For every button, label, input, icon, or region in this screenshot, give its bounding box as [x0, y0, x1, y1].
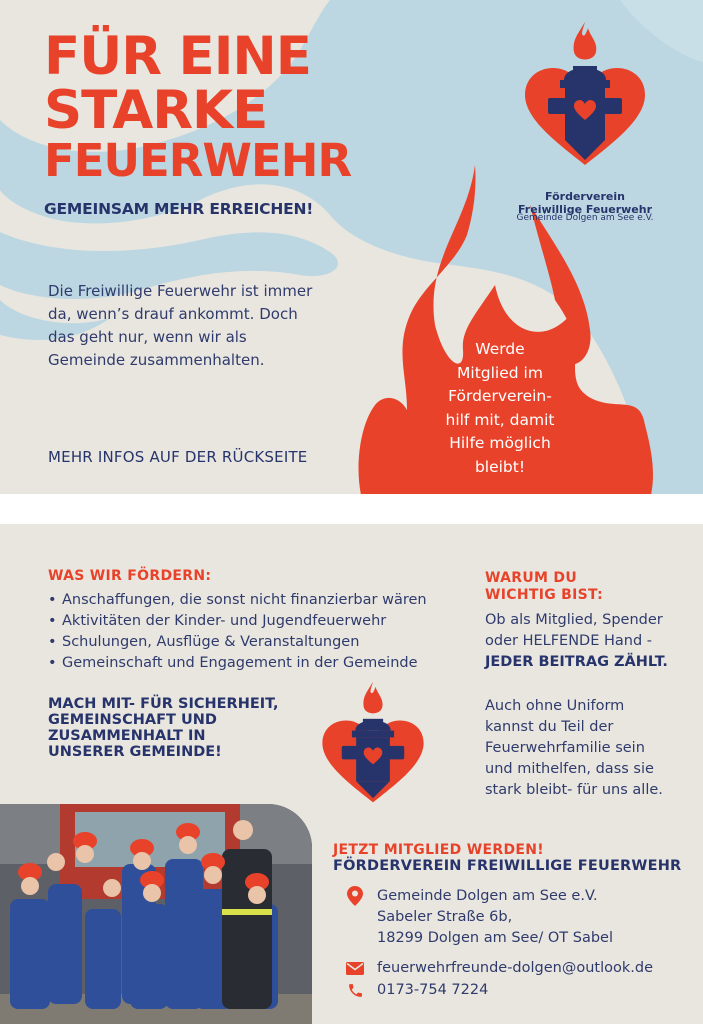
- phone-row[interactable]: [345, 980, 488, 1001]
- email-link[interactable]: feuerwehrfreunde-dolgen@outlook.de: [377, 960, 654, 976]
- address-line: 18299 Dolgen am See/ OT Sabel: [377, 930, 614, 946]
- why-text-line: Feuerwehrfamilie sein: [485, 740, 645, 756]
- why-text-line: stark bleibt- für uns alle.: [485, 782, 663, 798]
- join-title: JETZT MITGLIED WERDEN!: [333, 842, 544, 858]
- headline-line-2: STARKE: [44, 80, 268, 141]
- foerdern-list: [48, 590, 448, 674]
- foerdern-title: WAS WIR FÖRDERN:: [48, 568, 212, 584]
- hydrant-heart-flame-icon: [520, 20, 650, 180]
- headline-line-1: FÜR EINE: [44, 26, 311, 87]
- location-pin-icon: [345, 886, 365, 906]
- hydrant-heart-flame-icon: [318, 680, 428, 815]
- flame-callout: [425, 338, 575, 479]
- why-text-line: oder HELFENDE Hand -: [485, 633, 653, 649]
- more-info-text: MEHR INFOS AUF DER RÜCKSEITE: [48, 448, 308, 466]
- intro-text: [48, 280, 338, 372]
- why-text-line: Auch ohne Uniform: [485, 698, 625, 714]
- why-title-line: WARUM DU: [485, 570, 577, 586]
- subline: GEMEINSAM MEHR ERREICHEN!: [44, 200, 314, 218]
- address-line: Sabeler Straße 6b,: [377, 909, 513, 925]
- why-text-2: [485, 696, 675, 801]
- flame-callout-line: Mitglied im: [457, 363, 543, 382]
- address-line: Gemeinde Dolgen am See e.V.: [377, 888, 598, 904]
- why-text-line: und mithelfen, dass sie: [485, 761, 654, 777]
- intro-line: da, wenn’s drauf ankommt. Doch: [48, 305, 298, 323]
- join-org: FÖRDERVEREIN FREIWILLIGE FEUERWEHR: [333, 858, 682, 874]
- flame-callout-line: hilf mit, damit: [445, 410, 555, 429]
- org-subtitle: Gemeinde Dolgen am See e.V.: [516, 213, 654, 223]
- machmit-line: GEMEINSCHAFT UND: [48, 712, 217, 728]
- list-item: • Anschaffungen, die sonst nicht finanzierbar wären: [48, 590, 448, 611]
- group-photo-illustration: [0, 804, 312, 1024]
- phone-icon: [345, 980, 365, 999]
- email-row[interactable]: [345, 958, 653, 979]
- phone-link[interactable]: 0173-754 7224: [377, 982, 489, 998]
- address-block: [345, 886, 613, 949]
- flyer-front: [0, 0, 703, 494]
- address-text: [377, 886, 613, 949]
- envelope-icon: [345, 958, 365, 975]
- intro-line: das geht nur, wenn wir als: [48, 328, 247, 346]
- headline-line-3: FEUERWEHR: [44, 134, 352, 187]
- intro-line: Gemeinde zusammenhalten.: [48, 351, 265, 369]
- machmit-line: MACH MIT- FÜR SICHERHEIT,: [48, 696, 279, 712]
- group-photo: [0, 804, 312, 1024]
- why-title: [485, 570, 655, 604]
- flame-callout-line: Hilfe möglich: [449, 434, 551, 452]
- list-item: • Gemeinschaft und Engagement in der Gemeinde: [48, 653, 448, 674]
- why-title-line: WICHTIG BIST:: [485, 587, 604, 603]
- flame-callout-line: Werde: [475, 340, 525, 358]
- intro-line: Die Freiwillige Feuerwehr ist immer: [48, 282, 313, 300]
- why-text: [485, 610, 675, 673]
- headline: [44, 26, 352, 188]
- org-name-line-2: Freiwillige Feuerwehr: [518, 203, 652, 216]
- list-item: • Schulungen, Ausflüge & Veranstaltungen: [48, 632, 448, 653]
- flame-callout-line: bleibt!: [474, 457, 526, 476]
- why-text-line: kannst du Teil der: [485, 719, 614, 735]
- flame-callout-line: Förderverein-: [448, 387, 552, 405]
- machmit-heading: [48, 696, 318, 760]
- list-item: • Aktivitäten der Kinder- und Jugendfeuerwehr: [48, 611, 448, 632]
- machmit-line: ZUSAMMENHALT IN: [48, 728, 206, 744]
- why-bold: JEDER BEITRAG ZÄHLT.: [485, 654, 668, 670]
- machmit-line: UNSERER GEMEINDE!: [48, 744, 222, 760]
- org-name-line-1: Förderverein: [545, 190, 625, 203]
- why-text-line: Ob als Mitglied, Spender: [485, 612, 663, 628]
